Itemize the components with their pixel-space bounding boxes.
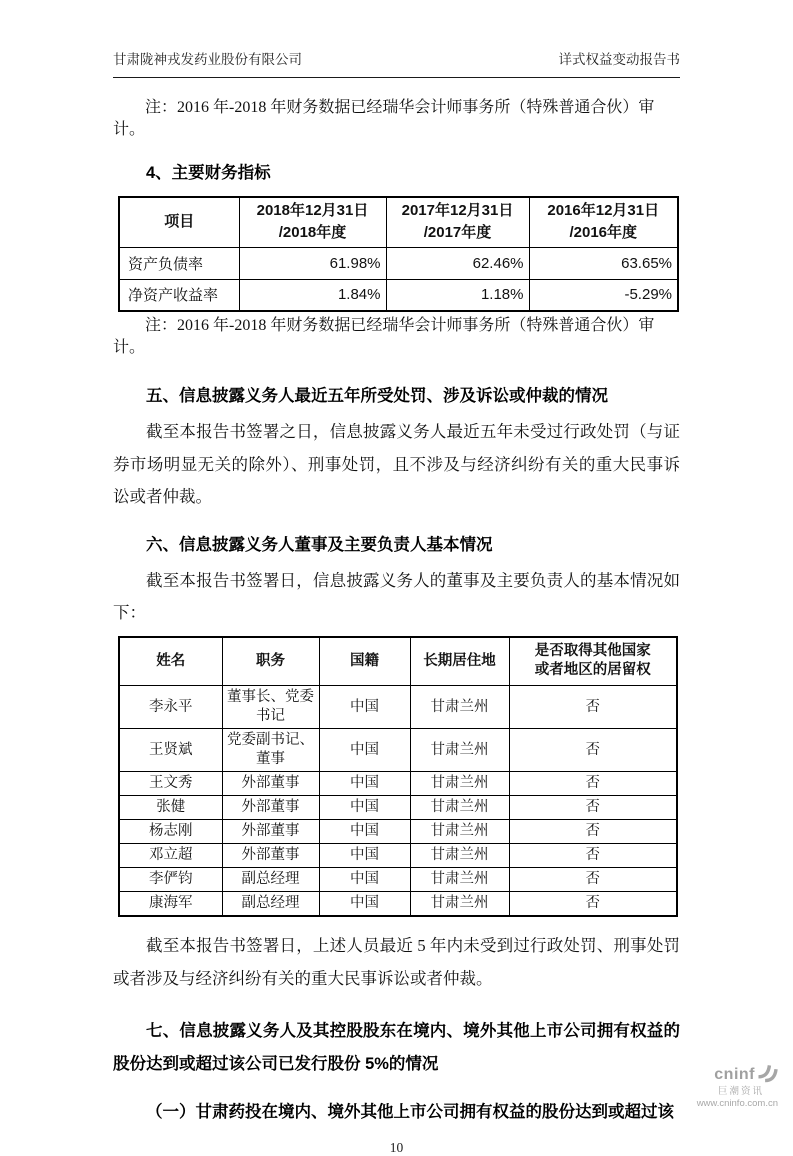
section6-closing: 截至本报告书签署日，上述人员最近 5 年内未受到过行政处罚、刑事处罚或者涉及与经济纠纷有关的重大民事诉讼或者仲裁。 (113, 936, 680, 988)
directors-table (118, 636, 678, 918)
cell-nationality: 中国 (319, 844, 410, 868)
col-header-permit: 是否取得其他国家或者地区的居留权 (509, 637, 677, 686)
cell-permit: 否 (509, 686, 677, 729)
cell-residence: 甘肃兰州 (410, 686, 509, 729)
table-row (119, 247, 678, 279)
cell-position: 外部董事 (222, 772, 319, 796)
cell-value: 1.84% (239, 279, 386, 311)
section5-title: 五、信息披露义务人最近五年所受处罚、涉及诉讼或仲裁的情况 (146, 387, 608, 405)
cell-value: 62.46% (386, 247, 529, 279)
financial-table-header-row (119, 197, 678, 247)
header-company: 甘肃陇神戎发药业股份有限公司 (113, 52, 302, 67)
cell-name: 邓立超 (119, 844, 222, 868)
cell-name: 王贤斌 (119, 729, 222, 772)
section5-paragraph: 截至本报告书签署之日，信息披露义务人最近五年未受过行政处罚（与证券市场明显无关的除外）、刑事处罚，且不涉及与经济纠纷有关的重大民事诉讼或者仲裁。 (113, 422, 680, 506)
cell-nationality: 中国 (319, 868, 410, 892)
cninfo-swirl-icon (757, 1063, 778, 1087)
cell-residence: 甘肃兰州 (410, 892, 509, 917)
running-header (113, 48, 680, 78)
table-row (119, 892, 677, 917)
cell-name: 王文秀 (119, 772, 222, 796)
col-header-residence: 长期居住地 (410, 637, 509, 686)
cell-permit: 否 (509, 844, 677, 868)
financial-indicators-table (118, 196, 679, 312)
cell-nationality: 中国 (319, 796, 410, 820)
header-2016-line1: 2016年12月31日 (547, 202, 660, 220)
cninfo-url: www.cninfo.com.cn (696, 1097, 778, 1109)
cell-name: 李永平 (119, 686, 222, 729)
row-label: 资产负债率 (119, 247, 239, 279)
cninfo-brand-text: cninf (714, 1065, 755, 1083)
cell-nationality: 中国 (319, 892, 410, 917)
cell-name: 康海军 (119, 892, 222, 917)
financial-header-item: 项目 (119, 197, 239, 247)
table-row (119, 772, 677, 796)
cell-nationality: 中国 (319, 820, 410, 844)
section6-title: 六、信息披露义务人董事及主要负责人基本情况 (146, 535, 493, 554)
table-row (119, 686, 677, 729)
financial-header-2017 (386, 197, 529, 247)
cell-position: 董事长、党委书记 (222, 686, 319, 729)
row-label: 净资产收益率 (119, 279, 239, 311)
cell-residence: 甘肃兰州 (410, 844, 509, 868)
cell-position: 外部董事 (222, 796, 319, 820)
cell-nationality: 中国 (319, 686, 410, 729)
cell-residence: 甘肃兰州 (410, 796, 509, 820)
col-header-nationality: 国籍 (319, 637, 410, 686)
header-2018-line1: 2018年12月31日 (256, 202, 369, 220)
header-2016-line2: /2016年度 (569, 224, 638, 242)
section7-sub1: （一）甘肃药投在境内、境外其他上市公司拥有权益的股份达到或超过该 (146, 1103, 674, 1121)
cell-position: 副总经理 (222, 868, 319, 892)
cell-permit: 否 (509, 729, 677, 772)
cninfo-watermark (697, 1063, 778, 1109)
col-header-position: 职务 (222, 637, 319, 686)
table-row (119, 279, 678, 311)
table-row (119, 796, 677, 820)
cell-nationality: 中国 (319, 729, 410, 772)
cell-permit: 否 (509, 868, 677, 892)
audit-note-table: 注：2016 年-2018 年财务数据已经瑞华会计师事务所（特殊普通合伙）审计。 (113, 317, 655, 356)
section6-intro: 截至本报告书签署日，信息披露义务人的董事及主要负责人的基本情况如下： (113, 570, 680, 622)
header-2017-line1: 2017年12月31日 (401, 202, 514, 220)
cell-residence: 甘肃兰州 (410, 729, 509, 772)
header-2017-line2: /2017年度 (423, 224, 492, 242)
cell-position: 党委副书记、董事 (222, 729, 319, 772)
cell-name: 张健 (119, 796, 222, 820)
header-doc-title: 详式权益变动报告书 (558, 52, 680, 67)
financial-header-2018 (239, 197, 386, 247)
cell-nationality: 中国 (319, 772, 410, 796)
directors-header-row (119, 637, 677, 686)
cell-value: 63.65% (529, 247, 678, 279)
cell-position: 副总经理 (222, 892, 319, 917)
audit-note-top: 注：2016 年-2018 年财务数据已经瑞华会计师事务所（特殊普通合伙）审计。 (113, 99, 655, 138)
cell-value: 61.98% (239, 247, 386, 279)
page-number: 10 (389, 1140, 404, 1155)
financial-header-2016 (529, 197, 678, 247)
cell-residence: 甘肃兰州 (410, 820, 509, 844)
table-row (119, 868, 677, 892)
cell-position: 外部董事 (222, 820, 319, 844)
cell-permit: 否 (509, 892, 677, 917)
cell-permit: 否 (509, 772, 677, 796)
cell-permit: 否 (509, 796, 677, 820)
section7-title: 七、信息披露义务人及其控股股东在境内、境外其他上市公司拥有权益的股份达到或超过该公司已发行股份 5%的情况 (113, 1022, 680, 1073)
cninfo-chinese-name: 巨潮资讯 (717, 1087, 764, 1098)
table-row (119, 729, 677, 772)
section4-title: 4、主要财务指标 (146, 164, 271, 182)
cell-name: 李俨钧 (119, 868, 222, 892)
cell-name: 杨志刚 (119, 820, 222, 844)
cell-residence: 甘肃兰州 (410, 772, 509, 796)
cell-value: 1.18% (386, 279, 529, 311)
cell-position: 外部董事 (222, 844, 319, 868)
table-row (119, 820, 677, 844)
header-2018-line2: /2018年度 (278, 224, 347, 242)
table-row (119, 844, 677, 868)
cell-residence: 甘肃兰州 (410, 868, 509, 892)
cell-value: -5.29% (529, 279, 678, 311)
cell-permit: 否 (509, 820, 677, 844)
col-header-name: 姓名 (119, 637, 222, 686)
